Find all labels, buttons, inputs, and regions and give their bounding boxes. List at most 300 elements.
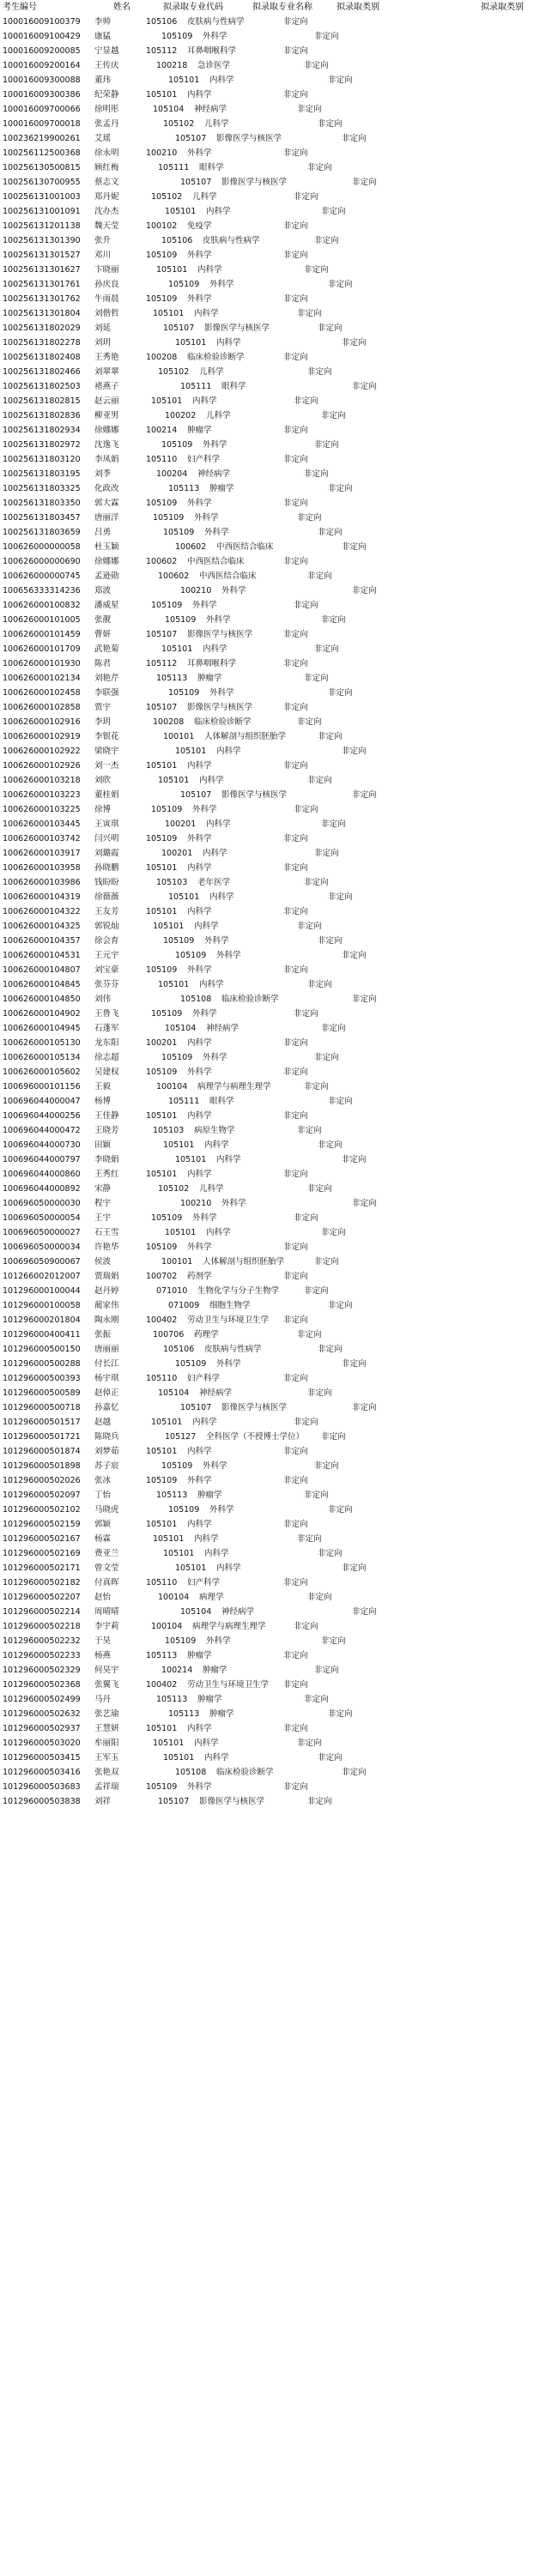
cell-type: 非定向 (352, 382, 377, 391)
table-row (0, 627, 540, 642)
table-body (0, 15, 540, 1809)
cell-id: 100656333314236 (3, 586, 81, 596)
cell-code: 105101 (175, 1155, 207, 1164)
table-row (0, 802, 540, 817)
cell-id: 101296000501874 (3, 1447, 81, 1456)
cell-name: 邓川 (94, 251, 112, 260)
cell-id: 100626000104319 (3, 892, 81, 902)
table-row (0, 481, 540, 496)
cell-code: 105109 (151, 1009, 183, 1019)
table-row (0, 365, 540, 379)
cell-name: 刘梦茹 (94, 1447, 119, 1456)
cell-name: 张冰 (94, 1476, 112, 1485)
cell-name: 石王雪 (94, 1228, 119, 1237)
table-row (0, 1546, 540, 1561)
cell-code: 071009 (168, 1301, 200, 1310)
cell-code: 100602 (146, 557, 178, 566)
table-row (0, 73, 540, 88)
cell-major: 外科学 (209, 1505, 234, 1515)
cell-name: 陶永刚 (94, 1315, 119, 1325)
cell-type: 非定向 (304, 61, 329, 70)
cell-code: 100602 (158, 571, 190, 581)
cell-type: 非定向 (328, 484, 353, 493)
cell-id: 101296000502167 (3, 1534, 81, 1544)
cell-type: 非定向 (342, 134, 367, 143)
cell-code: 105101 (165, 1228, 197, 1237)
cell-name: 刘季 (94, 469, 112, 479)
cell-major: 全科医学（不授博士学位） (206, 1432, 305, 1442)
cell-type: 非定向 (318, 1753, 343, 1763)
cell-major: 临床检验诊断学 (221, 995, 279, 1004)
cell-major: 肿瘤学 (209, 1709, 234, 1719)
cell-name: 褚燕子 (94, 382, 119, 391)
cell-major: 妇产科学 (187, 455, 221, 464)
cell-code: 105109 (161, 32, 193, 41)
cell-name: 李凤娟 (94, 455, 119, 464)
cell-code: 105107 (163, 324, 195, 333)
cell-code: 100102 (146, 221, 178, 231)
cell-code: 105104 (165, 1024, 197, 1033)
cell-type: 非定向 (342, 747, 367, 756)
cell-name: 贾瑞娟 (94, 1272, 119, 1281)
cell-major: 内科学 (194, 1534, 219, 1544)
cell-major: 内科学 (204, 1140, 229, 1150)
cell-id: 100256131802466 (3, 367, 81, 377)
table-row (0, 1400, 540, 1415)
table-row (0, 321, 540, 336)
cell-id: 100256131301627 (3, 265, 81, 275)
table-row (0, 277, 540, 292)
cell-type: 非定向 (283, 1680, 308, 1690)
table-row (0, 467, 540, 481)
cell-id: 100256131802815 (3, 396, 81, 406)
cell-id: 100626000103445 (3, 819, 81, 829)
cell-code: 105109 (175, 951, 207, 960)
cell-name: 刘艳芹 (94, 674, 119, 683)
cell-major: 外科学 (187, 251, 212, 260)
cell-name: 王宇 (94, 1213, 112, 1223)
cell-id: 100696050000054 (3, 1213, 81, 1223)
table-row (0, 452, 540, 467)
cell-id: 100696044000797 (3, 1155, 81, 1164)
cell-code: 105109 (175, 1359, 207, 1369)
table-row (0, 846, 540, 861)
cell-type: 非定向 (314, 440, 339, 450)
cell-major: 临床检验诊断学 (194, 717, 252, 727)
cell-code: 105101 (175, 338, 207, 348)
cell-code: 105109 (168, 1505, 200, 1515)
cell-type: 非定向 (283, 1111, 308, 1121)
cell-major: 儿科学 (204, 119, 229, 129)
cell-id: 100256130500815 (3, 163, 81, 172)
table-row (0, 1692, 540, 1707)
table-row (0, 1094, 540, 1109)
header-name: 姓名 (113, 3, 130, 12)
cell-id: 100256131001003 (3, 192, 81, 202)
cell-type: 非定向 (297, 1330, 322, 1339)
cell-code: 105101 (168, 892, 200, 902)
cell-id: 100256131201138 (3, 221, 81, 231)
table-row (0, 1634, 540, 1648)
cell-name: 顾红梅 (94, 163, 119, 172)
cell-id: 100696044000892 (3, 1184, 81, 1194)
cell-major: 内科学 (187, 1724, 212, 1733)
cell-code: 105109 (168, 280, 200, 289)
table-row (0, 1721, 540, 1736)
cell-id: 100256131301762 (3, 294, 81, 304)
cell-name: 曹妍 (94, 630, 112, 639)
table-row (0, 1444, 540, 1459)
cell-type: 非定向 (342, 338, 367, 348)
cell-type: 非定向 (283, 1520, 308, 1529)
cell-type: 非定向 (294, 1213, 319, 1223)
cell-major: 内科学 (187, 863, 212, 873)
cell-major: 耳鼻咽喉科学 (187, 46, 237, 56)
cell-major: 内科学 (204, 1549, 229, 1558)
cell-id: 100626000102926 (3, 761, 81, 771)
cell-code: 100201 (146, 1038, 178, 1048)
cell-name: 马晓虎 (94, 1505, 119, 1515)
cell-code: 100702 (146, 1272, 178, 1281)
table-row (0, 1167, 540, 1182)
cell-type: 非定向 (283, 426, 308, 435)
cell-code: 071010 (156, 1286, 188, 1296)
cell-code: 105106 (161, 236, 193, 245)
cell-code: 100208 (153, 717, 185, 727)
cell-name: 赵丹婷 (94, 1286, 119, 1296)
cell-id: 100256131802029 (3, 324, 81, 333)
cell-code: 100706 (153, 1330, 185, 1339)
cell-type: 非定向 (352, 1607, 377, 1617)
table-row (0, 204, 540, 219)
cell-major: 人体解剖与组织胚胎学 (203, 1257, 285, 1267)
cell-name: 刘玥 (94, 338, 112, 348)
cell-name: 柳亚男 (94, 411, 119, 420)
cell-id: 101296000502499 (3, 1695, 81, 1704)
table-row (0, 263, 540, 277)
cell-major: 外科学 (187, 1243, 212, 1252)
cell-type: 非定向 (342, 951, 367, 960)
cell-type: 非定向 (307, 776, 332, 785)
cell-id: 101296000502207 (3, 1593, 81, 1602)
cell-name: 沈办杰 (94, 207, 119, 216)
cell-name: 化政改 (94, 484, 119, 493)
cell-id: 101296000502169 (3, 1549, 81, 1558)
cell-major: 临床检验诊断学 (216, 1768, 274, 1777)
cell-type: 非定向 (314, 1053, 339, 1062)
cell-type: 非定向 (283, 499, 308, 508)
cell-type: 非定向 (307, 367, 332, 377)
cell-code: 105109 (146, 499, 178, 508)
cell-code: 105109 (146, 1782, 178, 1792)
cell-name: 曾文莹 (94, 1563, 119, 1573)
cell-type: 非定向 (318, 1549, 343, 1558)
cell-id: 101296000502233 (3, 1651, 81, 1660)
cell-code: 105109 (161, 1053, 193, 1062)
table-row (0, 1225, 540, 1240)
cell-major: 影像医学与核医学 (204, 324, 270, 333)
cell-major: 内科学 (209, 76, 234, 85)
cell-code: 105107 (175, 134, 207, 143)
table-row (0, 336, 540, 350)
table-row (0, 1269, 540, 1284)
cell-id: 100236219900261 (3, 134, 81, 143)
cell-id: 101296000503416 (3, 1768, 81, 1777)
cell-type: 非定向 (328, 892, 353, 902)
cell-type: 非定向 (307, 163, 332, 172)
cell-code: 100402 (146, 1315, 178, 1325)
cell-id: 101296000500150 (3, 1345, 81, 1354)
cell-major: 外科学 (187, 1067, 212, 1077)
cell-type: 非定向 (318, 1140, 343, 1150)
cell-type: 非定向 (314, 32, 339, 41)
cell-name: 田颖 (94, 1140, 112, 1150)
cell-major: 内科学 (206, 1228, 231, 1237)
cell-type: 非定向 (283, 1038, 308, 1048)
cell-major: 外科学 (216, 951, 241, 960)
cell-type: 非定向 (283, 703, 308, 712)
cell-name: 周晴晴 (94, 1607, 119, 1617)
cell-code: 105107 (180, 790, 212, 800)
cell-code: 105109 (146, 294, 178, 304)
cell-name: 蔺家伟 (94, 1301, 119, 1310)
cell-id: 100016009300088 (3, 76, 81, 85)
cell-code: 105103 (156, 878, 188, 887)
table-row (0, 1182, 540, 1196)
cell-major: 神经病学 (206, 1024, 240, 1033)
cell-type: 非定向 (283, 1315, 308, 1325)
table-row (0, 146, 540, 160)
cell-id: 101296000400411 (3, 1330, 81, 1339)
cell-id: 100626000104850 (3, 995, 81, 1004)
cell-name: 杨燕 (94, 1651, 112, 1660)
table-row (0, 1357, 540, 1371)
cell-major: 内科学 (187, 90, 212, 100)
cell-code: 105109 (146, 1067, 178, 1077)
cell-major: 内科学 (192, 1418, 217, 1427)
cell-type: 非定向 (342, 1563, 367, 1573)
cell-type: 非定向 (283, 659, 308, 668)
cell-name: 唐丽洋 (94, 513, 119, 523)
cell-name: 牛雨晨 (94, 294, 119, 304)
cell-major: 影像医学与核医学 (199, 1797, 265, 1806)
cell-code: 100210 (180, 586, 212, 596)
cell-type: 非定向 (342, 542, 367, 552)
cell-type: 非定向 (321, 207, 346, 216)
cell-id: 101296000502171 (3, 1563, 81, 1573)
cell-major: 中西医结合临床 (187, 557, 245, 566)
cell-code: 105109 (165, 615, 197, 625)
cell-name: 王毅 (94, 1082, 112, 1091)
cell-major: 内科学 (204, 1753, 229, 1763)
cell-code: 100402 (146, 1680, 178, 1690)
cell-major: 内科学 (187, 761, 212, 771)
table-row (0, 1327, 540, 1342)
cell-type: 非定向 (297, 513, 322, 523)
cell-type: 非定向 (321, 1432, 346, 1442)
cell-major: 药剂学 (187, 1272, 212, 1281)
cell-major: 肿瘤学 (203, 1666, 228, 1675)
cell-id: 100626000104322 (3, 907, 81, 916)
cell-type: 非定向 (304, 1286, 329, 1296)
cell-major: 外科学 (192, 1213, 217, 1223)
cell-major: 内科学 (216, 1563, 241, 1573)
cell-code: 100210 (146, 148, 178, 158)
cell-name: 徐志超 (94, 1053, 119, 1062)
cell-code: 105102 (158, 1184, 190, 1194)
cell-type: 非定向 (318, 732, 343, 741)
cell-id: 100256131001091 (3, 207, 81, 216)
cell-name: 龙东阳 (94, 1038, 119, 1048)
table-row (0, 919, 540, 934)
cell-id: 101296000502218 (3, 1622, 81, 1631)
cell-code: 105107 (180, 1403, 212, 1412)
cell-code: 105101 (163, 1753, 195, 1763)
cell-id: 100696050000030 (3, 1199, 81, 1208)
cell-code: 100101 (163, 732, 195, 741)
cell-major: 外科学 (187, 1782, 212, 1792)
cell-major: 神经病学 (199, 1388, 233, 1398)
cell-type: 非定向 (321, 615, 346, 625)
cell-major: 内科学 (187, 1520, 212, 1529)
cell-id: 100626000102916 (3, 717, 81, 727)
table-row (0, 773, 540, 788)
cell-code: 105109 (151, 1213, 183, 1223)
cell-name: 张振 (94, 1330, 112, 1339)
table-row (0, 1765, 540, 1780)
table-row (0, 15, 540, 29)
cell-code: 105112 (146, 659, 178, 668)
cell-major: 内科学 (206, 819, 231, 829)
cell-name: 李帅 (94, 17, 112, 27)
cell-name: 刘欣 (94, 776, 112, 785)
cell-id: 100256131803325 (3, 484, 81, 493)
cell-major: 肿瘤学 (209, 484, 234, 493)
cell-id: 100626000103917 (3, 849, 81, 858)
cell-major: 内科学 (216, 747, 241, 756)
cell-name: 刘一杰 (94, 761, 119, 771)
cell-major: 影像医学与核医学 (216, 134, 282, 143)
cell-major: 外科学 (204, 936, 229, 946)
cell-name: 王秀红 (94, 1170, 119, 1179)
cell-name: 孟祥瑞 (94, 1782, 119, 1792)
cell-type: 非定向 (307, 1593, 332, 1602)
cell-name: 闫兴明 (94, 834, 119, 844)
cell-code: 105107 (146, 630, 178, 639)
cell-name: 梁晓宇 (94, 747, 119, 756)
cell-major: 内科学 (194, 309, 219, 318)
cell-code: 100101 (161, 1257, 193, 1267)
cell-major: 劳动卫生与环境卫生学 (187, 1315, 270, 1325)
cell-name: 李联强 (94, 688, 119, 698)
cell-name: 赵倬正 (94, 1388, 119, 1398)
cell-name: 石蓬军 (94, 1024, 119, 1033)
cell-type: 非定向 (283, 1170, 308, 1179)
table-row (0, 671, 540, 686)
cell-name: 徐永明 (94, 148, 119, 158)
cell-code: 105101 (153, 1534, 185, 1544)
cell-id: 101296000503838 (3, 1797, 81, 1806)
cell-major: 内科学 (192, 396, 217, 406)
cell-id: 100256131301761 (3, 280, 81, 289)
cell-major: 神经病学 (221, 1607, 255, 1617)
cell-id: 100626000102858 (3, 703, 81, 712)
cell-type: 非定向 (294, 396, 319, 406)
table-row (0, 656, 540, 671)
cell-id: 100626000102458 (3, 688, 81, 698)
header-extra: 拟录取类别 (481, 3, 524, 12)
cell-major: 外科学 (187, 499, 212, 508)
cell-major: 外科学 (192, 601, 217, 610)
cell-name: 董桂娟 (94, 790, 119, 800)
table-row (0, 1152, 540, 1167)
table-row (0, 788, 540, 802)
table-row (0, 525, 540, 540)
cell-type: 非定向 (283, 907, 308, 916)
cell-id: 100256112500368 (3, 148, 81, 158)
cell-major: 内科学 (203, 849, 228, 858)
cell-major: 外科学 (221, 586, 246, 596)
cell-type: 非定向 (321, 819, 346, 829)
cell-type: 非定向 (283, 1651, 308, 1660)
cell-major: 中西医结合临床 (216, 542, 274, 552)
cell-id: 100256131802503 (3, 382, 81, 391)
cell-name: 杨博 (94, 1097, 112, 1106)
cell-id: 100626000101459 (3, 630, 81, 639)
cell-id: 100016009200085 (3, 46, 81, 56)
cell-code: 105101 (163, 1140, 195, 1150)
cell-type: 非定向 (307, 1797, 332, 1806)
cell-type: 非定向 (314, 1461, 339, 1471)
cell-id: 101296000502097 (3, 1491, 81, 1500)
cell-name: 王军玉 (94, 1753, 119, 1763)
table-row (0, 58, 540, 73)
cell-major: 外科学 (203, 1053, 228, 1062)
cell-type: 非定向 (328, 1097, 353, 1106)
cell-name: 孙晓鹏 (94, 863, 119, 873)
cell-code: 105102 (151, 192, 183, 202)
cell-type: 非定向 (294, 805, 319, 814)
cell-name: 宁显越 (94, 46, 119, 56)
table-row (0, 1780, 540, 1794)
cell-id: 100696044000730 (3, 1140, 81, 1150)
cell-id: 101296000502026 (3, 1476, 81, 1485)
cell-code: 105109 (146, 1243, 178, 1252)
table-row (0, 1430, 540, 1444)
cell-name: 刘翠翠 (94, 367, 119, 377)
table-row (0, 1561, 540, 1575)
cell-id: 100016009200164 (3, 61, 81, 70)
cell-id: 100256131802934 (3, 426, 81, 435)
cell-type: 非定向 (307, 1184, 332, 1194)
cell-major: 外科学 (206, 1636, 231, 1646)
table-row (0, 190, 540, 204)
cell-id: 101296000500288 (3, 1359, 81, 1369)
cell-major: 外科学 (187, 965, 212, 975)
cell-code: 105101 (153, 922, 185, 931)
table-row (0, 1240, 540, 1255)
table-row (0, 1575, 540, 1590)
table-row (0, 1488, 540, 1503)
cell-major: 儿科学 (199, 1184, 224, 1194)
cell-type: 非定向 (304, 674, 329, 683)
cell-name: 徐博 (94, 805, 112, 814)
table-row (0, 554, 540, 569)
cell-type: 非定向 (297, 105, 322, 114)
table-row (0, 1021, 540, 1036)
table-row (0, 102, 540, 117)
cell-major: 外科学 (203, 32, 228, 41)
